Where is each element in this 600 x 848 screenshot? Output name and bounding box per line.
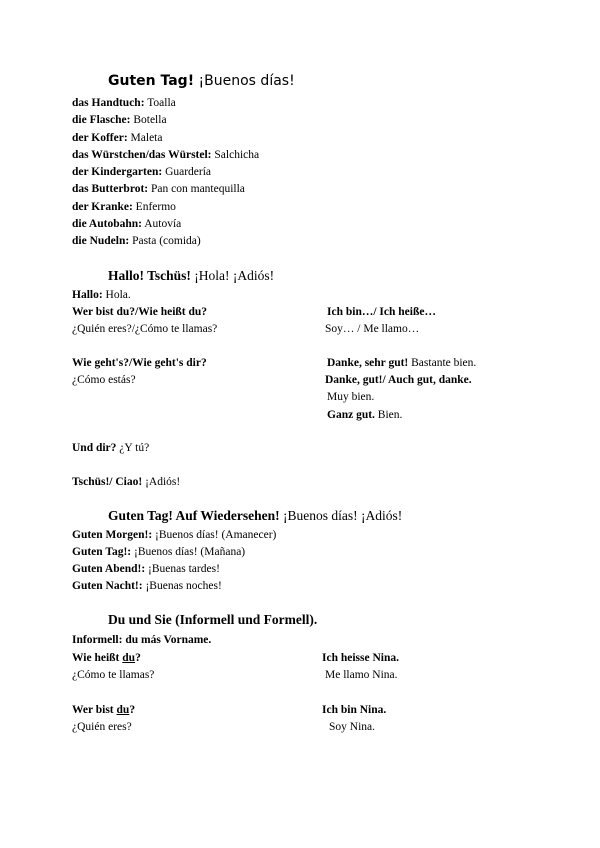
vocab-item: der Koffer: Maleta xyxy=(72,131,163,144)
wer-bist-du-de: Wer bist du? xyxy=(72,704,136,716)
und-dir: Und dir? ¿Y tú? xyxy=(72,442,150,454)
ich-bin-de: Ich bin…/ Ich heiße… xyxy=(327,306,436,318)
ich-bin-nina-es: Soy Nina. xyxy=(329,721,375,733)
vocab-item: das Würstchen/das Würstel: Salchicha xyxy=(72,148,260,161)
wer-bist-de: Wer bist du?/Wie heißt du? xyxy=(72,306,208,318)
wie-gehts-es: ¿Cómo estás? xyxy=(72,374,136,386)
vocab-list xyxy=(72,95,259,251)
greeting-item: Guten Nacht!: ¡Buenas noches! xyxy=(72,580,222,592)
ich-heisse-de: Ich heisse Nina. xyxy=(322,652,399,664)
hallo-line: Hallo: Hola. xyxy=(72,289,131,301)
greeting-item: Guten Morgen!: ¡Buenos días! (Amanecer) xyxy=(72,529,277,541)
vocab-item: die Autobahn: Autovía xyxy=(72,218,182,231)
heading-auf-wiedersehen: Guten Tag! Auf Wiedersehen! ¡Buenos días! ¡Adiós! xyxy=(108,508,403,523)
greeting-item: Guten Abend!: ¡Buenas tardes! xyxy=(72,563,220,575)
ganz-gut: Ganz gut. Bien. xyxy=(327,409,403,421)
tschues-line: Tschüs!/ Ciao! ¡Adiós! xyxy=(72,476,181,488)
danke-sehr-gut: Danke, sehr gut! Bastante bien. xyxy=(327,357,477,369)
danke-gut: Danke, gut!/ Auch gut, danke. xyxy=(325,374,472,386)
wer-bist-es: ¿Quién eres?/¿Cómo te llamas? xyxy=(72,323,218,335)
wie-gehts-de: Wie geht's?/Wie geht's dir? xyxy=(72,357,207,369)
vocab-item: der Kindergarten: Guardería xyxy=(72,166,212,179)
vocab-item: das Handtuch: Toalla xyxy=(72,97,176,109)
informell-line: Informell: du más Vorname. xyxy=(72,634,212,646)
heading-du-und-sie: Du und Sie (Informell und Formell). xyxy=(108,612,318,627)
heading-hallo: Hallo! Tschüs! ¡Hola! ¡Adiós! xyxy=(108,268,275,283)
heading-bold: Guten Tag! xyxy=(108,73,195,89)
ich-bin-nina-de: Ich bin Nina. xyxy=(322,704,387,716)
wie-heisst-de: Wie heißt du? xyxy=(72,652,141,664)
ich-bin-es: Soy… / Me llamo… xyxy=(325,323,420,335)
greeting-item: Guten Tag!: ¡Buenos días! (Mañana) xyxy=(72,546,246,558)
wer-bist-du-es: ¿Quién eres? xyxy=(72,721,132,733)
wie-heisst-es: ¿Cómo te llamas? xyxy=(72,669,155,681)
heading-rest: ¡Buenos días! xyxy=(194,73,295,89)
ich-heisse-es: Me llamo Nina. xyxy=(325,669,398,681)
vocab-item: die Nudeln: Pasta (comida) xyxy=(72,235,201,248)
vocab-item: die Flasche: Botella xyxy=(72,114,167,127)
heading-guten-tag xyxy=(108,73,295,89)
muy-bien: Muy bien. xyxy=(327,391,375,403)
vocab-item: der Kranke: Enfermo xyxy=(72,200,176,213)
vocab-item: das Butterbrot: Pan con mantequilla xyxy=(72,183,245,196)
